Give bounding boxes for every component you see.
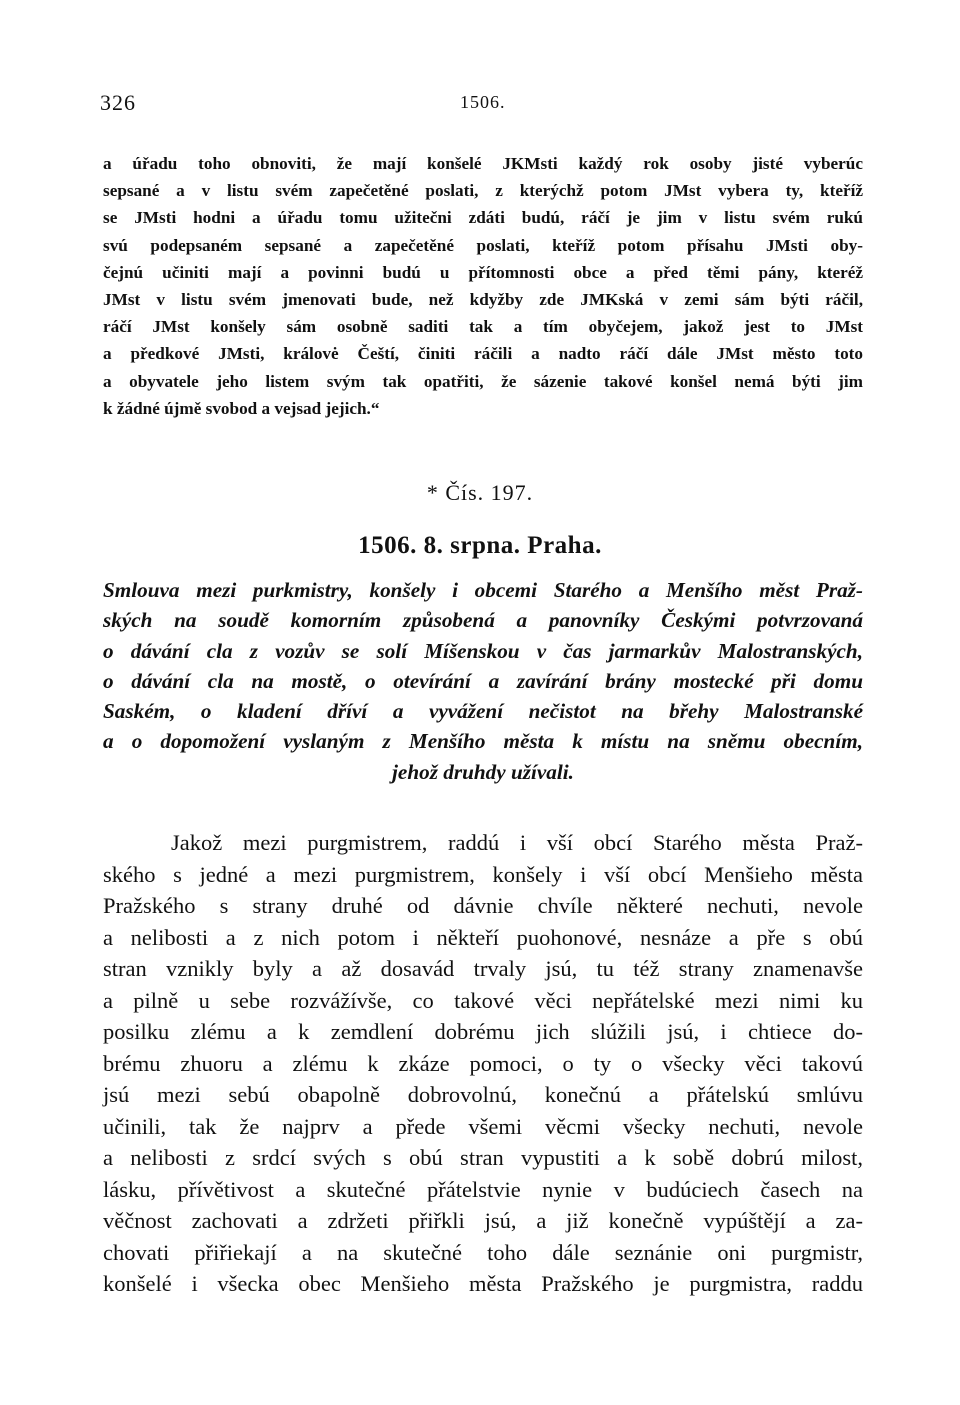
previous-document-paragraph	[103, 150, 863, 422]
text-line: Pražského s strany druhé od dávnie chvíle některé nechuti, nevole	[103, 893, 863, 918]
page-number: 326	[100, 90, 136, 115]
running-head-year: 1506.	[460, 92, 506, 112]
regest-line: jehož druhdy užívali.	[392, 759, 574, 784]
text-line: věčnost zachovati a zdržeti přiřkli jsú, a již konečně vypúštějí a za-	[103, 1208, 863, 1233]
text-line: brému zhuoru a zlému k zkáze pomoci, o ty o všecky věci takovú	[103, 1050, 863, 1076]
text-line: posilku zlému a k zemdlení dobrému jich slúžili jsú, i chtiece do-	[103, 1019, 863, 1044]
text-line: a úřadu toho obnoviti, že mají konšelé JKMsti každý rok osoby jisté vyberúc	[103, 154, 863, 173]
text-line: JMst v listu svém jmenovati bude, než kdyžby zde JMKská v zemi sám býti ráčil,	[103, 290, 863, 310]
text-line: ského s jedné a mezi purgmistrem, konšely i vší obcí Menšieho města	[103, 861, 863, 887]
text-line: a nelibosti z srdcí svých s obú stran vypustiti a k sobě dobrú milost,	[103, 1145, 863, 1170]
text-line: chovati přiřiekají a na skutečné toho dále seznánie oni purgmistr,	[103, 1239, 863, 1265]
regest-line: ských na soudě komorním způsobená a panovníky Českými potvrzovaná	[103, 608, 863, 633]
document-number: * Čís. 197.	[426, 480, 534, 505]
document-main-text	[103, 827, 863, 1300]
text-line: ráčí JMst konšely sám osobně saditi tak a tím obyčejem, jakož jest to JMst	[103, 317, 863, 337]
regest-line: o dávání cla na mostě, o otevírání a zavírání brány mostecké při domu	[103, 668, 863, 693]
regest-line: Saském, o kladení dříví a vyvážení nečistot na břehy Malostranské	[103, 699, 863, 724]
text-line: a nelibosti a z nich potom i někteří puohonové, nesnáze a pře s obú	[103, 924, 863, 950]
text-line: se JMsti hodni a úřadu tomu užitečni zdáti budú, ráčí je jim v listu svém rukú	[103, 208, 863, 228]
text-line: svú podepsaném sepsané a zapečetěné poslati, kteříž potom přísahu JMsti oby-	[103, 235, 863, 255]
text-line: učinili, tak že najprv a přede všemi věcmi všecky nechuti, nevole	[103, 1113, 863, 1139]
text-line: a obyvatele jeho listem svým tak opatřiti, že sázenie takové konšel nemá býti jim	[103, 371, 863, 391]
text-line: lásku, přívětivost a skutečné přátelstvie nynie v budúciech časech na	[103, 1176, 863, 1202]
text-line: a pilně u sebe rozvážívše, co takové věci nepřátelské mezi nimi ku	[103, 987, 863, 1013]
document-regest	[103, 575, 863, 787]
text-line: čejnú učiniti mají a povinni budú u přítomnosti obce a před těmi pány, kteréž	[103, 262, 863, 282]
text-line: stran vznikly byly a až dosavád trvaly jsú, tu též strany znamenavše	[103, 956, 863, 981]
text-line: Jakož mezi purgmistrem, raddú i vší obcí Starého města Praž-	[171, 830, 863, 855]
text-line: konšelé i všecka obec Menšieho města Pražského je purgmistra, raddu	[103, 1271, 863, 1296]
document-date-place: 1506. 8. srpna. Praha.	[358, 532, 602, 559]
regest-line: a o dopomožení vyslaným z Menšího města k místu na sněmu obecním,	[103, 729, 863, 754]
text-line: jsú mezi sebú obapolně dobrovolnú, konečnú a přátelskú smlúvu	[103, 1082, 863, 1107]
text-line: sepsané a v listu svém zapečetěné poslati, z kterýchž potom JMst vybera ty, kteříž	[103, 181, 863, 201]
regest-line: o dávání cla z vozův se solí Míšenskou v čas jarmarkův Malostranských,	[103, 638, 863, 663]
text-line: k žádné újmě svobod a vejsad jejich.“	[103, 398, 380, 418]
text-line: a předkové JMsti, královė Čeští, činiti ráčili a nadto ráčí dále JMst město toto	[103, 344, 863, 364]
regest-line: Smlouva mezi purkmistry, konšely i obcemi Starého a Menšího měst Praž-	[103, 578, 863, 602]
running-head	[100, 90, 870, 120]
